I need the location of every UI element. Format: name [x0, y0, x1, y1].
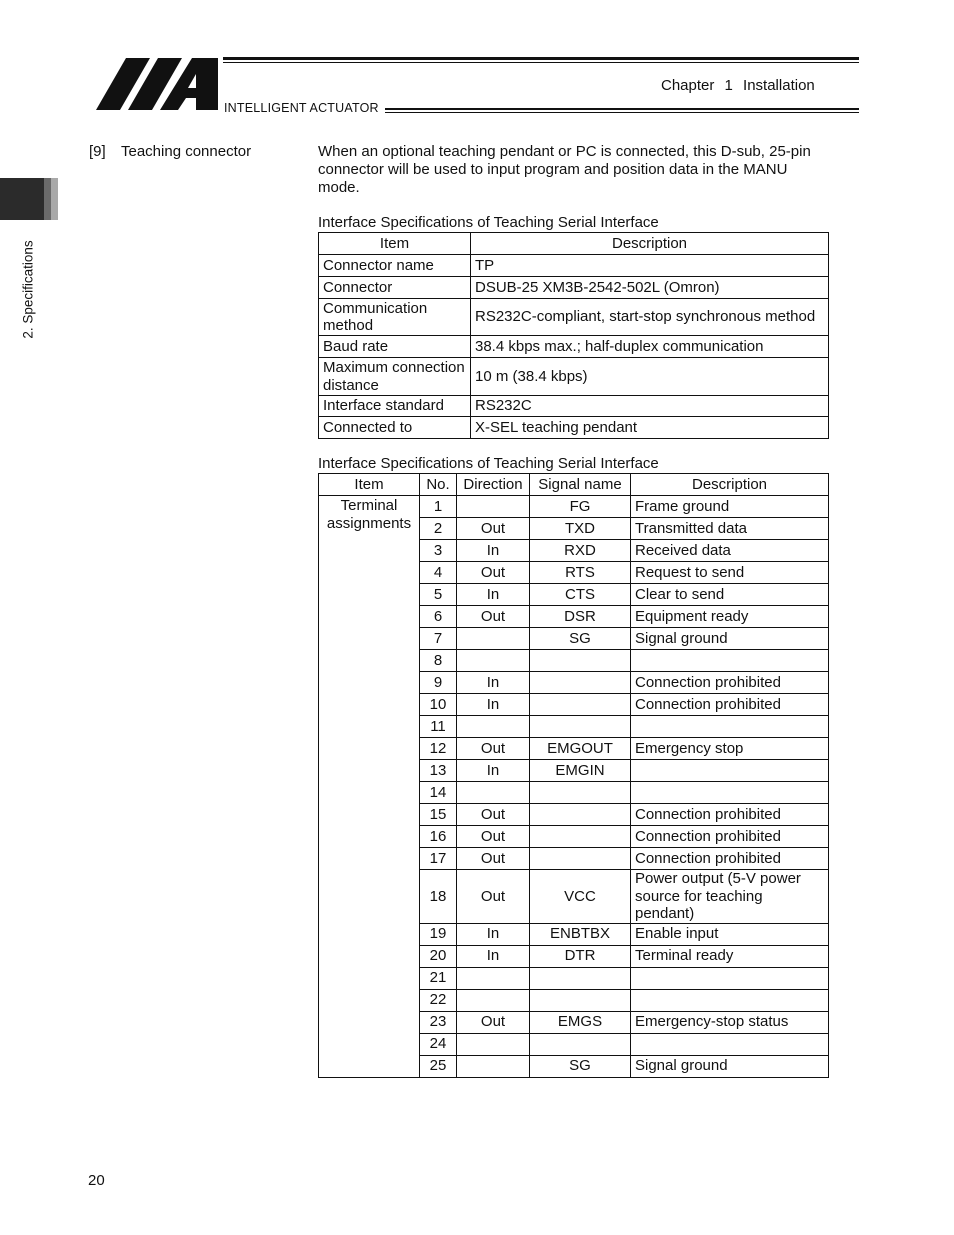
signal-name: CTS — [530, 584, 631, 606]
side-section-label: 2. Specifications — [20, 240, 36, 339]
spec-item: Maximum connection distance — [319, 358, 471, 396]
table2-header-signal: Signal name — [530, 474, 631, 496]
signal-name: EMGS — [530, 1011, 631, 1033]
spec-value: TP — [471, 255, 829, 277]
spec-value: 38.4 kbps max.; half-duplex communication — [471, 336, 829, 358]
pin-number: 3 — [420, 540, 457, 562]
terminal-assignments-label: Terminal assignments — [319, 496, 420, 1078]
signal-direction — [457, 989, 530, 1011]
table2-header-no: No. — [420, 474, 457, 496]
signal-description: Enable input — [631, 923, 829, 945]
signal-direction: Out — [457, 518, 530, 540]
signal-description: Connection prohibited — [631, 848, 829, 870]
pin-number: 21 — [420, 967, 457, 989]
spec-item: Communication method — [319, 299, 471, 336]
spec-item: Baud rate — [319, 336, 471, 358]
signal-name — [530, 694, 631, 716]
pin-number: 19 — [420, 923, 457, 945]
signal-name: DTR — [530, 945, 631, 967]
signal-direction: In — [457, 540, 530, 562]
signal-direction — [457, 1055, 530, 1077]
chapter-tab-marker — [0, 178, 44, 220]
chapter-title: Chapter 1 Installation — [661, 77, 815, 94]
signal-description — [631, 650, 829, 672]
table-row — [319, 277, 829, 299]
signal-direction: Out — [457, 1011, 530, 1033]
signal-description — [631, 1033, 829, 1055]
header-rule-top-thin — [223, 62, 859, 63]
signal-name: VCC — [530, 870, 631, 924]
brand-name: INTELLIGENT ACTUATOR — [224, 101, 379, 115]
pin-number: 22 — [420, 989, 457, 1011]
table-row — [319, 255, 829, 277]
pin-number: 13 — [420, 760, 457, 782]
signal-name: ENBTBX — [530, 923, 631, 945]
signal-description: Frame ground — [631, 496, 829, 518]
header-rule-bottom-thin — [385, 112, 859, 113]
signal-name: RTS — [530, 562, 631, 584]
table-row — [319, 299, 829, 336]
signal-description — [631, 760, 829, 782]
signal-name: SG — [530, 1055, 631, 1077]
pin-number: 16 — [420, 826, 457, 848]
spec-value: X-SEL teaching pendant — [471, 417, 829, 439]
signal-name: EMGIN — [530, 760, 631, 782]
signal-name — [530, 826, 631, 848]
signal-description: Terminal ready — [631, 945, 829, 967]
table1-caption: Interface Specifications of Teaching Serial Interface — [318, 214, 659, 231]
pin-number: 12 — [420, 738, 457, 760]
signal-name — [530, 650, 631, 672]
pin-number: 4 — [420, 562, 457, 584]
table1-header-description: Description — [471, 233, 829, 255]
pin-number: 7 — [420, 628, 457, 650]
pin-number: 9 — [420, 672, 457, 694]
signal-name: FG — [530, 496, 631, 518]
signal-direction: In — [457, 945, 530, 967]
spec-value: DSUB-25 XM3B-2542-502L (Omron) — [471, 277, 829, 299]
signal-direction — [457, 967, 530, 989]
signal-direction — [457, 650, 530, 672]
signal-description: Received data — [631, 540, 829, 562]
signal-description: Signal ground — [631, 1055, 829, 1077]
signal-description: Request to send — [631, 562, 829, 584]
spec-item: Connected to — [319, 417, 471, 439]
pin-number: 15 — [420, 804, 457, 826]
signal-direction — [457, 496, 530, 518]
table1-header-item: Item — [319, 233, 471, 255]
signal-direction — [457, 628, 530, 650]
signal-description: Emergency-stop status — [631, 1011, 829, 1033]
signal-direction: Out — [457, 804, 530, 826]
signal-direction: In — [457, 760, 530, 782]
signal-name: RXD — [530, 540, 631, 562]
table-row — [319, 417, 829, 439]
signal-name: EMGOUT — [530, 738, 631, 760]
pin-number: 6 — [420, 606, 457, 628]
signal-direction: Out — [457, 738, 530, 760]
pin-number: 11 — [420, 716, 457, 738]
spec-item: Interface standard — [319, 396, 471, 417]
table2-caption: Interface Specifications of Teaching Serial Interface — [318, 455, 659, 472]
signal-name: DSR — [530, 606, 631, 628]
signal-direction: In — [457, 923, 530, 945]
signal-name: TXD — [530, 518, 631, 540]
signal-description — [631, 989, 829, 1011]
signal-description: Equipment ready — [631, 606, 829, 628]
interface-spec-table — [318, 232, 829, 439]
table-row — [319, 336, 829, 358]
pin-number: 23 — [420, 1011, 457, 1033]
signal-direction: Out — [457, 826, 530, 848]
iai-logo — [96, 58, 220, 112]
signal-description — [631, 716, 829, 738]
pin-number: 20 — [420, 945, 457, 967]
section-title: Teaching connector — [121, 143, 252, 160]
signal-name — [530, 967, 631, 989]
terminal-assignment-table — [318, 473, 829, 1078]
table-row — [319, 496, 829, 518]
table-row — [319, 358, 829, 396]
signal-direction: In — [457, 672, 530, 694]
pin-number: 14 — [420, 782, 457, 804]
page-number: 20 — [88, 1172, 105, 1189]
spec-item: Connector — [319, 277, 471, 299]
signal-direction: Out — [457, 870, 530, 924]
signal-description — [631, 782, 829, 804]
pin-number: 17 — [420, 848, 457, 870]
signal-name: SG — [530, 628, 631, 650]
signal-description: Clear to send — [631, 584, 829, 606]
signal-direction: In — [457, 694, 530, 716]
chapter-tab-stripe-light — [51, 178, 58, 220]
spec-value: RS232C-compliant, start-stop synchronous method — [471, 299, 829, 336]
signal-description: Transmitted data — [631, 518, 829, 540]
signal-direction: Out — [457, 606, 530, 628]
pin-number: 2 — [420, 518, 457, 540]
signal-name — [530, 782, 631, 804]
signal-description: Connection prohibited — [631, 672, 829, 694]
signal-direction — [457, 782, 530, 804]
table2-header-item: Item — [319, 474, 420, 496]
header-rule-top — [223, 57, 859, 60]
spec-item: Connector name — [319, 255, 471, 277]
signal-direction — [457, 716, 530, 738]
table-row — [319, 396, 829, 417]
signal-description: Signal ground — [631, 628, 829, 650]
spec-value: 10 m (38.4 kbps) — [471, 358, 829, 396]
signal-name — [530, 804, 631, 826]
table2-header-description: Description — [631, 474, 829, 496]
signal-name — [530, 1033, 631, 1055]
signal-description: Connection prohibited — [631, 804, 829, 826]
spec-value: RS232C — [471, 396, 829, 417]
pin-number: 1 — [420, 496, 457, 518]
pin-number: 5 — [420, 584, 457, 606]
table2-header-direction: Direction — [457, 474, 530, 496]
pin-number: 24 — [420, 1033, 457, 1055]
signal-name — [530, 848, 631, 870]
pin-number: 25 — [420, 1055, 457, 1077]
signal-direction: In — [457, 584, 530, 606]
signal-description: Emergency stop — [631, 738, 829, 760]
signal-direction — [457, 1033, 530, 1055]
signal-name — [530, 989, 631, 1011]
signal-description: Power output (5-V power source for teaching pendant) — [631, 870, 829, 924]
section-number: [9] — [89, 143, 106, 160]
signal-description: Connection prohibited — [631, 694, 829, 716]
pin-number: 18 — [420, 870, 457, 924]
signal-direction: Out — [457, 848, 530, 870]
signal-name — [530, 672, 631, 694]
section-intro: When an optional teaching pendant or PC is connected, this D-sub, 25-pin connector will be used to input program and position data in the MANU mode. — [318, 143, 811, 196]
header-rule-bottom — [385, 108, 859, 110]
signal-description — [631, 967, 829, 989]
signal-name — [530, 716, 631, 738]
pin-number: 10 — [420, 694, 457, 716]
signal-description: Connection prohibited — [631, 826, 829, 848]
signal-direction: Out — [457, 562, 530, 584]
chapter-tab-stripe-mid — [44, 178, 51, 220]
pin-number: 8 — [420, 650, 457, 672]
